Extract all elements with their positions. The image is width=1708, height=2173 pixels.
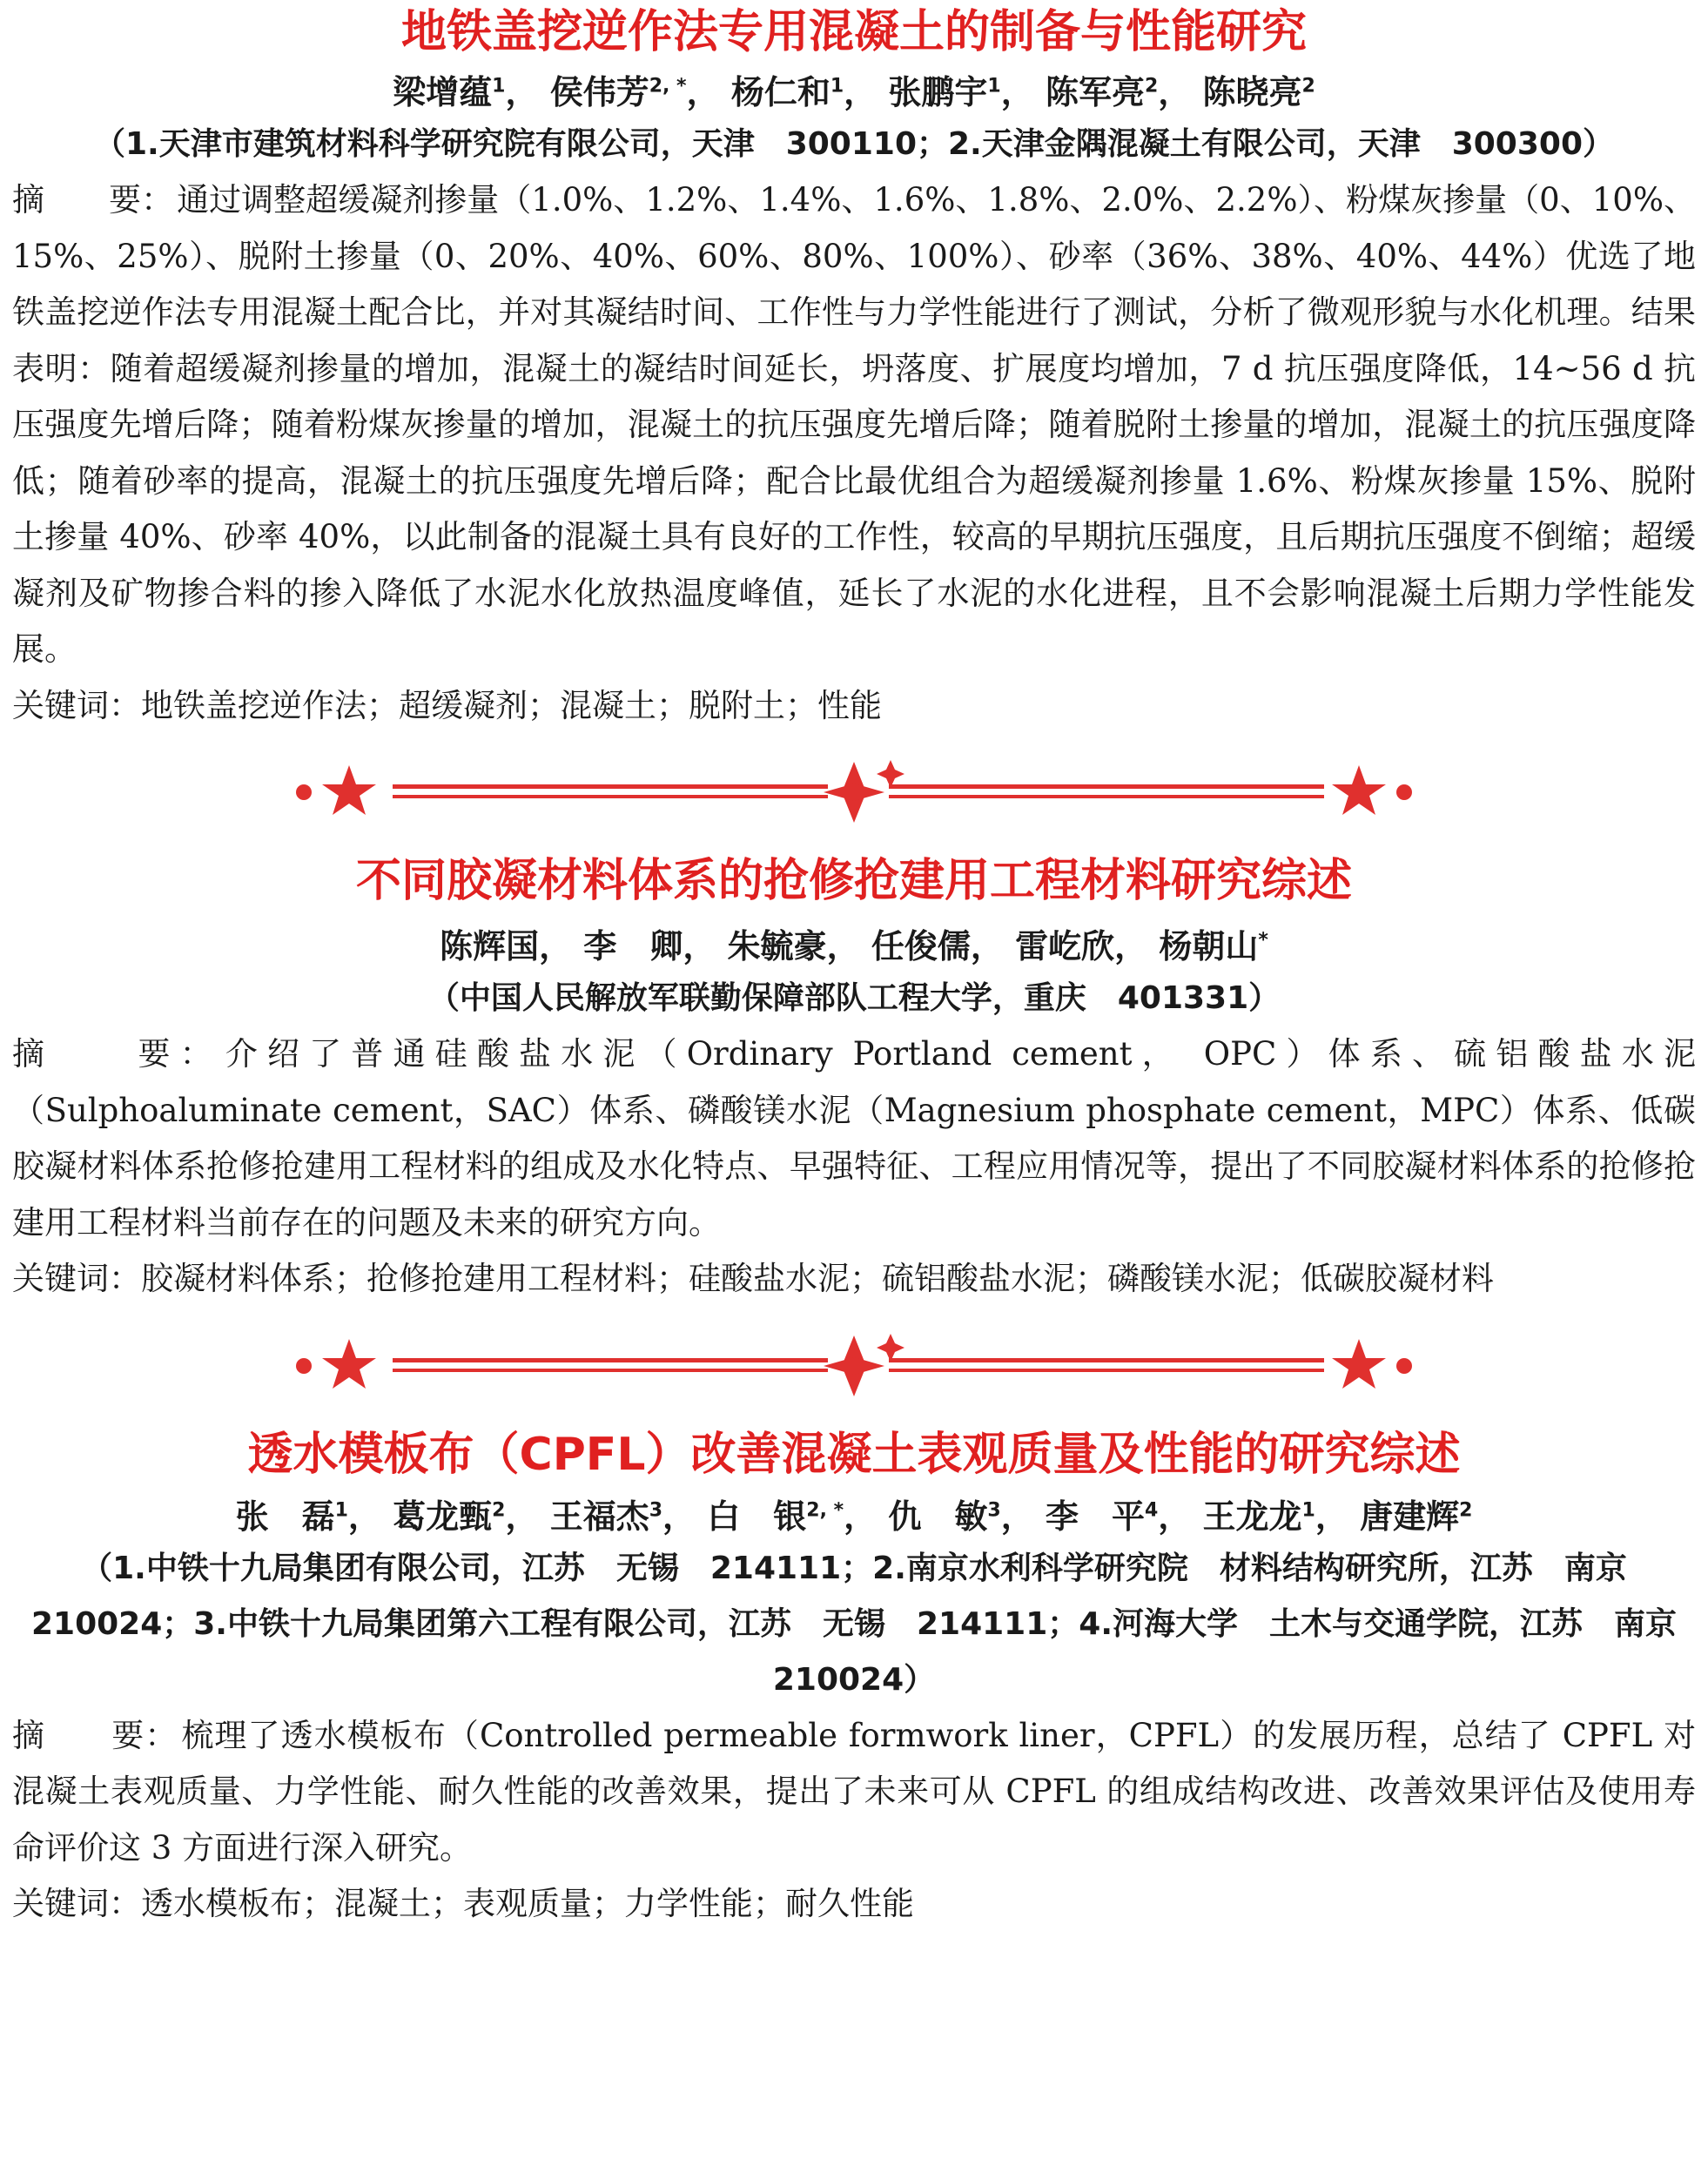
keywords-text: 胶凝材料体系；抢修抢建用工程材料；硅酸盐水泥；硫铝酸盐水泥；磷酸镁水泥；低碳胶凝材料 — [141, 1260, 1494, 1297]
abstract-text: 通过调整超缓凝剂掺量（1.0%、1.2%、1.4%、1.6%、1.8%、2.0%、2.2%）、粉煤灰掺量（0、10%、15%、25%）、脱附土掺量（0、20%、40%、60%、80%、100%）、砂率（36%、38%、40%、44%）优选了地铁盖挖逆作法专用混凝土配合比，并对其凝结时间、工作性与力学性能进行了测试，分析了微观形貌与水化机理。结果表明：随着超缓凝剂掺量的增加，混凝土的凝结时间延长，坍落度、扩展度均增加，7 d 抗压强度降低，14~56 d 抗压强度先增后降；随着粉煤灰掺量的增加，混凝土的抗压强度先增后降；随着脱附土掺量的增加，混凝土的抗压强度降低；随着砂率的提高，混凝土的抗压强度先增后降；配合比最优组合为超缓凝剂掺量 1.6%、粉煤灰掺量 15%、脱附土掺量 40%、砂率 40%，以此制备的混凝土具有良好的工作性，较高的早期抗压强度，且后期抗压强度不倒缩；超缓凝剂及矿物掺合料的掺入降低了水泥水化放热温度峰值，延长了水泥的水化进程，且不会影响混凝土后期力学性能发展。 — [12, 181, 1696, 668]
author: 陈辉国 — [440, 927, 540, 965]
keywords — [12, 678, 1696, 735]
author-list: 梁增蕴$^1$， 侯伟芳$^{2, *}$， 杨仁和$^1$， 张鹏宇$^1$， 陈军亮$^2$， 陈晓亮$^2$ — [393, 73, 1315, 111]
keywords-label: 关键词： — [12, 686, 141, 724]
author: 雷屹欣 — [1015, 927, 1115, 965]
article-2 — [12, 852, 1696, 1308]
divider-graphic — [288, 1318, 1420, 1414]
author: 仇 敏 — [888, 1497, 988, 1536]
keywords-text: 透水模板布；混凝土；表观质量；力学性能；耐久性能 — [141, 1885, 914, 1922]
author: 李 平 — [1045, 1497, 1145, 1536]
author-affil-mark: 1 — [334, 1498, 348, 1521]
star-flourish-divider-icon — [288, 744, 1420, 840]
star-flourish-divider-icon — [288, 1318, 1420, 1414]
keywords-text: 地铁盖挖逆作法；超缓凝剂；混凝土；脱附土；性能 — [141, 686, 882, 724]
author: 唐建辉 — [1360, 1497, 1460, 1536]
affiliation: （中国人民解放军联勤保障部队工程大学，重庆 401331） — [427, 980, 1281, 1016]
author-affil-mark: 2, * — [806, 1498, 844, 1521]
article-3 — [12, 1426, 1708, 1933]
author-list: 张 磊$^1$， 葛龙甄$^2$， 王福杰$^3$， 白 银$^{2, *}$， 仇 敏$^3$， 李 平$^4$， 王龙龙$^1$， 唐建辉$^2$ — [235, 1497, 1473, 1536]
author-affil-mark: 2 — [492, 1498, 506, 1521]
author-affil-mark: 2 — [1301, 75, 1315, 98]
author: 杨朝山 — [1159, 927, 1259, 965]
author: 侯伟芳 — [549, 73, 649, 111]
author-affil-mark: 1 — [830, 75, 844, 98]
author-affil-mark: 1 — [492, 75, 506, 98]
affiliation: （1.天津市建筑材料科学研究院有限公司，天津 300110；2.天津金隅混凝土有限公司，天津 300300） — [93, 126, 1615, 162]
author: 梁增蕴 — [393, 73, 493, 111]
author-affil-mark: 3 — [649, 1498, 663, 1521]
author-affil-mark: 3 — [987, 1498, 1001, 1521]
author-affil-mark: 1 — [1301, 1498, 1315, 1521]
author: 李 卿 — [583, 927, 683, 965]
author: 朱毓豪 — [727, 927, 827, 965]
abstract — [12, 172, 1696, 678]
article-title: 不同胶凝材料体系的抢修抢建用工程材料研究综述 — [355, 855, 1352, 907]
author: 任俊儒 — [871, 927, 971, 965]
author-affil-mark: 4 — [1144, 1498, 1159, 1521]
divider-graphic — [288, 744, 1420, 840]
author: 王龙龙 — [1202, 1497, 1302, 1536]
keywords-label: 关键词： — [12, 1260, 141, 1297]
article-title: 地铁盖挖逆作法专用混凝土的制备与性能研究 — [400, 6, 1307, 58]
abstract-label: 摘 要： — [12, 1035, 222, 1073]
author: 白 银 — [707, 1497, 807, 1536]
author: 陈晓亮 — [1202, 73, 1302, 111]
author: 葛龙甄 — [393, 1497, 493, 1536]
abstract-label: 摘 要： — [12, 181, 174, 219]
article-title: 透水模板布（CPFL）改善混凝土表观质量及性能的研究综述 — [247, 1428, 1461, 1481]
author-affil-mark: 2, * — [649, 75, 687, 98]
article-1 — [12, 0, 1696, 734]
abstract — [12, 1708, 1696, 1877]
affiliation: （1.中铁十九局集团有限公司，江苏 无锡 214111；2.南京水利科学研究院 材料结构研究所，江苏 南京 210024；3.中铁十九局集团第六工程有限公司，江苏 无锡 214111；4.河海大学 土木与交通学院，江苏 南京 210024） — [30, 1550, 1708, 1698]
author-affil-mark: 1 — [987, 75, 1001, 98]
author: 张鹏宇 — [888, 73, 988, 111]
abstract-text: 梳理了透水模板布（Controlled permeable formwork liner，CPFL）的发展历程，总结了 CPFL 对混凝土表观质量、力学性能、耐久性能的改善效果，提出了未来可从 CPFL 的组成结构改进、改善效果评估及使用寿命评价这 3 方面进行深入研究。 — [12, 1716, 1696, 1867]
author: 王福杰 — [549, 1497, 649, 1536]
author: 张 磊 — [235, 1497, 335, 1536]
author-affil-mark: * — [1258, 929, 1268, 952]
keywords — [12, 1251, 1696, 1308]
keywords-label: 关键词： — [12, 1885, 141, 1922]
abstract — [12, 1026, 1696, 1251]
author: 杨仁和 — [730, 73, 830, 111]
author-affil-mark: 2 — [1144, 75, 1159, 98]
author: 陈军亮 — [1045, 73, 1145, 111]
author-list: 陈辉国， 李 卿， 朱毓豪， 任俊儒， 雷屹欣， 杨朝山* — [440, 927, 1268, 965]
abstract-text: 介绍了普通硅酸盐水泥（Ordinary Portland cement， OPC）体系、硫铝酸盐水泥（Sulphoaluminate cement，SAC）体系、磷酸镁水泥（Magnesium phosphate cement，MPC）体系、低碳胶凝材料体系抢修抢建用工程材料的组成及水化特点、早强特征、工程应用情况等，提出了不同胶凝材料体系的抢修抢建用工程材料当前存在的问题及未来的研究方向。 — [12, 1035, 1696, 1241]
keywords — [12, 1876, 1696, 1933]
author-affil-mark: 2 — [1459, 1498, 1473, 1521]
abstract-label: 摘 要： — [12, 1716, 178, 1754]
